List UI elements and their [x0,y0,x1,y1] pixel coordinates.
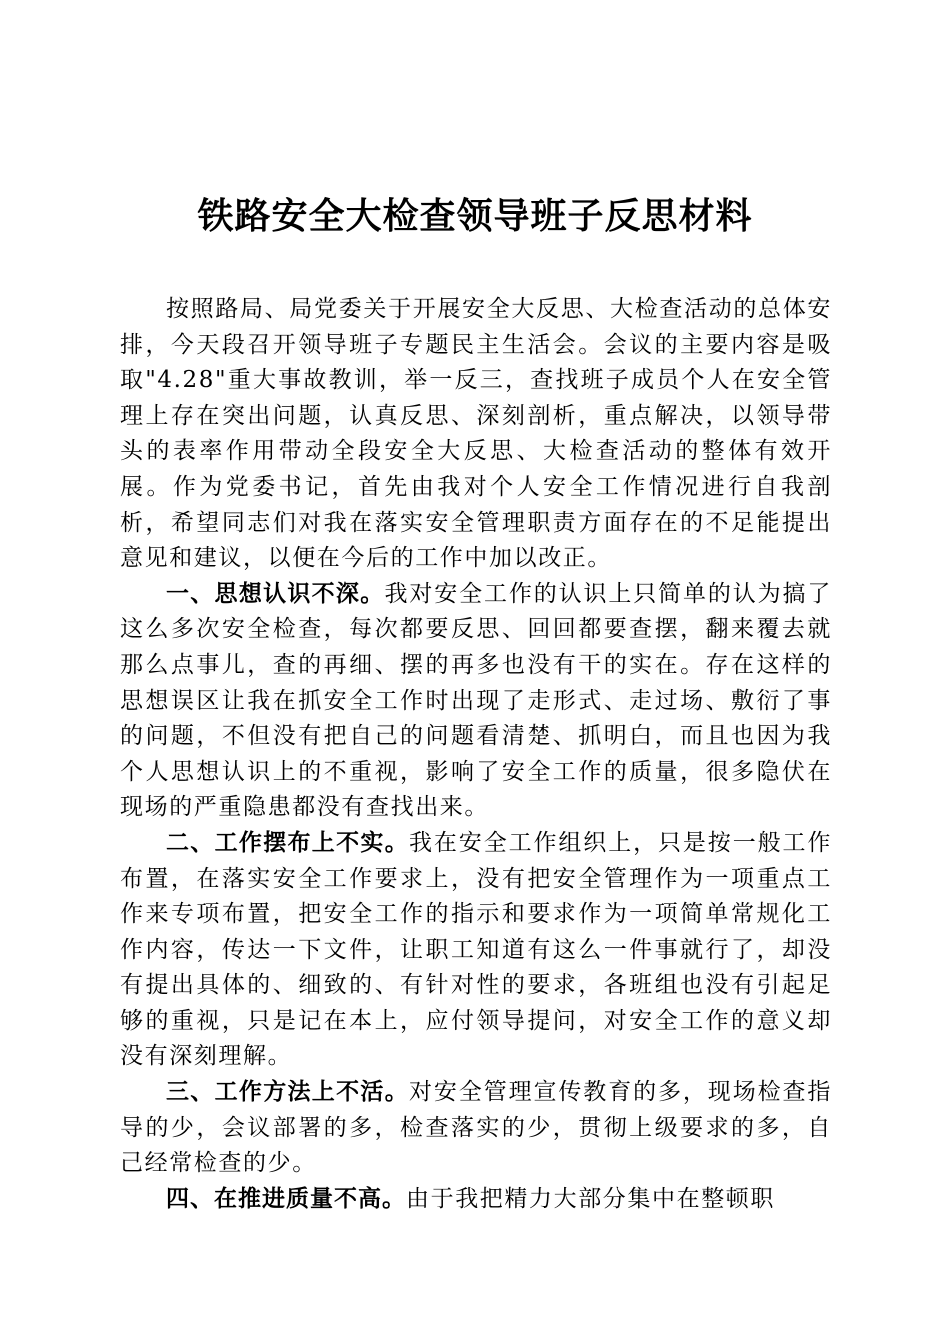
section-paragraph-4 [120,1182,832,1218]
document-title: 铁路安全大检查领导班子反思材料 [197,195,753,237]
document-body [120,292,832,1217]
section-paragraph-1 [120,577,832,826]
section-text-3: 对安全管理宣传教育的多，现场检查指导的少，会议部署的多，检查落实的少，贯彻上级要求的多，自己经常检查的少。 [120,1079,832,1177]
section-paragraph-2 [120,826,832,1075]
section-text-1: 我对安全工作的认识上只简单的认为搞了这么多次安全检查，每次都要反思、回回都要查摆，翻来覆去就那么点事儿，查的再细、摆的再多也没有干的实在。存在这样的思想误区让我在抓安全工作时出现了走形式、走过场、敷衍了事的问题，不但没有把自己的问题看清楚、抓明白，而且也因为我个人思想认识上的不重视，影响了安全工作的质量，很多隐伏在现场的严重隐患都没有查找出来。 [120,580,832,821]
section-paragraph-3 [120,1075,832,1182]
section-heading-4: 四、在推进质量不高。 [166,1185,406,1212]
section-heading-2: 二、工作摆布上不实。 [166,829,409,856]
section-heading-3: 三、工作方法上不活。 [166,1079,409,1106]
section-text-4: 由于我把精力大部分集中在整顿职 [406,1185,775,1212]
section-text-2: 我在安全工作组织上，只是按一般工作布置，在落实安全工作要求上，没有把安全管理作为一项重点工作来专项布置，把安全工作的指示和要求作为一项简单常规化工作内容，传达一下文件，让职工知道有这么一件事就行了，却没有提出具体的、细致的、有针对性的要求，各班组也没有引起足够的重视，只是记在本上，应付领导提问，对安全工作的意义却没有深刻理解。 [120,829,832,1070]
section-heading-1: 一、思想认识不深。 [166,580,385,607]
intro-paragraph: 按照路局、局党委关于开展安全大反思、大检查活动的总体安排，今天段召开领导班子专题民主生活会。会议的主要内容是吸取"4.28"重大事故教训，举一反三，查找班子成员个人在安全管理上存在突出问题，认真反思、深刻剖析，重点解决，以领导带头的表率作用带动全段安全大反思、大检查活动的整体有效开展。作为党委书记，首先由我对个人安全工作情况进行自我剖析，希望同志们对我在落实安全管理职责方面存在的不足能提出意见和建议，以便在今后的工作中加以改正。 [120,296,832,572]
